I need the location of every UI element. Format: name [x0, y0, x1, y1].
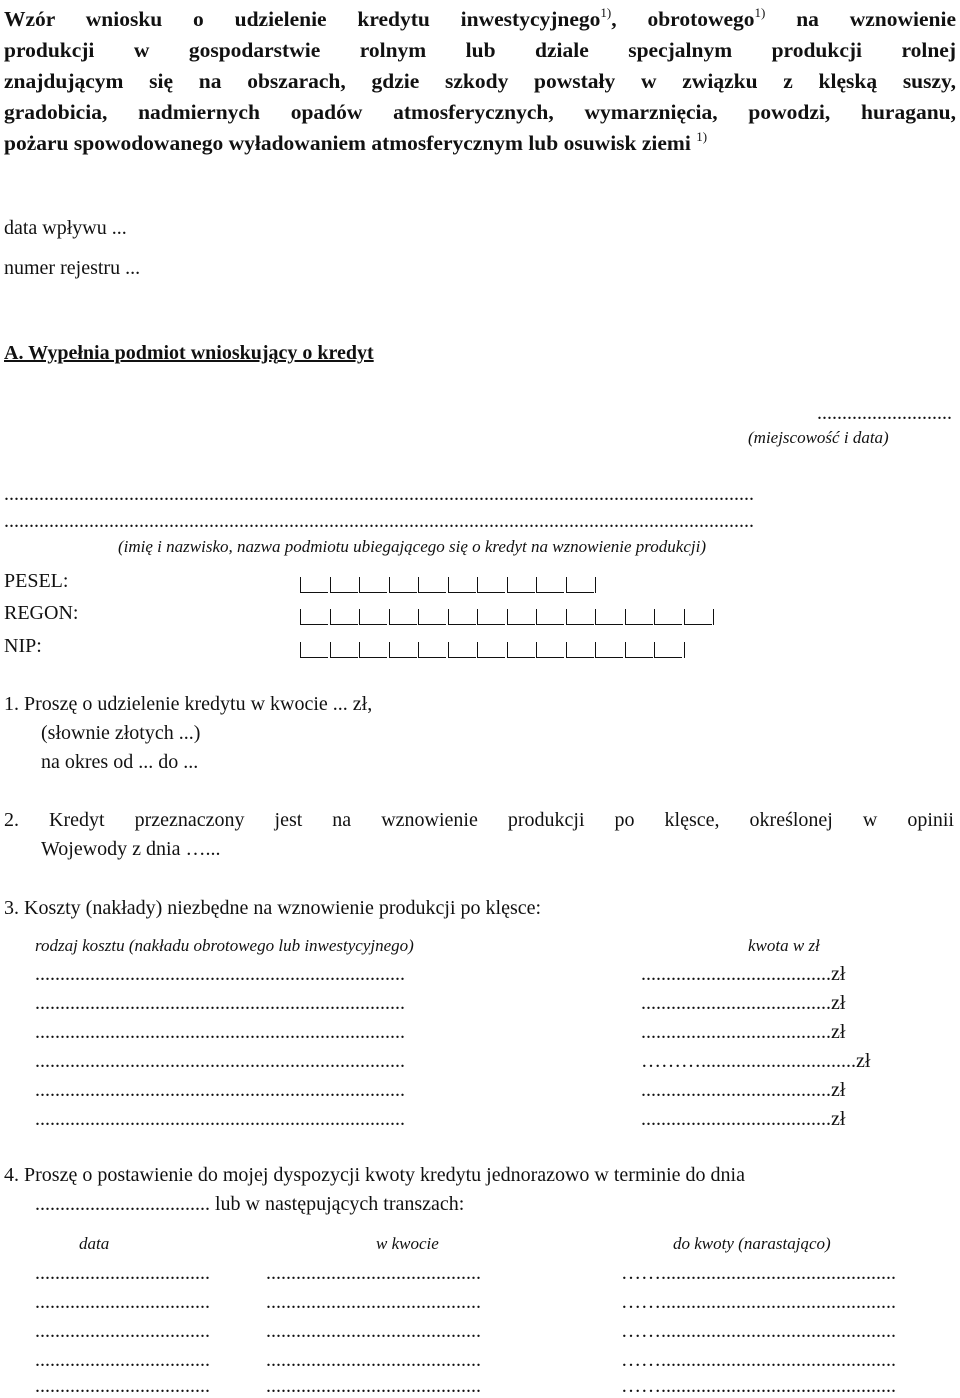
voivode-opinion-date-line[interactable]: Wojewody z dnia …...: [41, 838, 221, 860]
footnote-mark: 1): [754, 5, 766, 20]
tranche-row-cumulative[interactable]: ……...............................................: [621, 1262, 896, 1284]
tranche-row-date[interactable]: ...................................: [35, 1349, 210, 1371]
loan-purpose-line: 2. Kredyt przeznaczony jest na wznowienie produkcji po klęsce, określonej w opinii: [4, 809, 954, 831]
cost-row-left[interactable]: ..........................................................................: [35, 1079, 405, 1101]
footnote-mark: 1): [696, 129, 708, 144]
tranche-row-amount[interactable]: ...........................................: [266, 1320, 481, 1342]
tranche-row-date[interactable]: ...................................: [35, 1375, 210, 1397]
regon-label: REGON:: [4, 602, 79, 624]
tranche-row-date[interactable]: ...................................: [35, 1262, 210, 1284]
title-line-4: gradobicia, nadmiernych opadów atmosferycznych, wymarznięcia, powodzi, huraganu,: [4, 100, 956, 124]
cost-row-right[interactable]: ......................................zł: [641, 992, 846, 1014]
form-title: [4, 4, 956, 159]
tranche-row-date[interactable]: ...................................: [35, 1320, 210, 1342]
title-line-3: znajdującym się na obszarach, gdzie szkody powstały w związku z klęską suszy,: [4, 69, 956, 93]
cost-amount-header: kwota w zł: [748, 936, 820, 955]
cost-row-left[interactable]: ..........................................................................: [35, 1050, 405, 1072]
disbursement-heading: 4. Proszę o postawienie do mojej dyspozycji kwoty kredytu jednorazowo w terminie do dnia: [4, 1164, 745, 1186]
regon-cells[interactable]: [300, 609, 719, 625]
tranche-amount-header: w kwocie: [376, 1234, 439, 1253]
tranche-row-cumulative[interactable]: ……...............................................: [621, 1320, 896, 1342]
cost-row-right[interactable]: ......................................zł: [641, 1021, 846, 1043]
tranche-row-amount[interactable]: ...........................................: [266, 1375, 481, 1397]
cost-row-left[interactable]: ..........................................................................: [35, 963, 405, 985]
pesel-cells[interactable]: [300, 577, 601, 593]
cost-row-right[interactable]: ......................................zł: [641, 963, 846, 985]
costs-heading: 3. Koszty (nakłady) niezbędne na wznowienie produkcji po klęsce:: [4, 897, 542, 919]
tranche-row-cumulative[interactable]: ……...............................................: [621, 1291, 896, 1313]
cost-row-left[interactable]: ..........................................................................: [35, 1021, 405, 1043]
nip-cells[interactable]: [300, 642, 689, 658]
place-date-field[interactable]: ...........................: [817, 402, 952, 424]
tranche-row-amount[interactable]: ...........................................: [266, 1291, 481, 1313]
applicant-name-line-1[interactable]: ......................................................................................................................................................: [4, 483, 754, 505]
applicant-name-line-2[interactable]: ......................................................................................................................................................: [4, 510, 754, 532]
tranche-row-amount[interactable]: ...........................................: [266, 1262, 481, 1284]
register-number-field[interactable]: numer rejestru ...: [4, 257, 141, 279]
date-received-field[interactable]: data wpływu ...: [4, 217, 127, 239]
cost-row-right[interactable]: ......................................zł: [641, 1079, 846, 1101]
footnote-mark: 1): [600, 5, 612, 20]
section-a-heading: A. Wypełnia podmiot wnioskujący o kredyt: [4, 342, 374, 364]
loan-amount-line[interactable]: 1. Proszę o udzielenie kredytu w kwocie ... zł,: [4, 693, 373, 715]
tranche-row-cumulative[interactable]: ……...............................................: [621, 1349, 896, 1371]
tranche-date-header: data: [79, 1234, 110, 1253]
loan-period-line[interactable]: na okres od ... do ...: [41, 751, 199, 773]
title-line-2: produkcji w gospodarstwie rolnym lub dziale specjalnym produkcji rolnej: [4, 38, 956, 62]
applicant-name-caption: (imię i nazwisko, nazwa podmiotu ubiegającego się o kredyt na wznowienie produkcji): [118, 537, 706, 556]
tranche-row-amount[interactable]: ...........................................: [266, 1349, 481, 1371]
title-line-5: pożaru spowodowanego wyładowaniem atmosferycznym lub osuwisk ziemi $^{1)}$: [4, 129, 708, 155]
title-line-1: Wzór wniosku o udzielenie kredytu inwestycyjnego$^{1)}$, obrotowego$^{1)}$ na wznowienie: [4, 5, 957, 31]
tranche-cumulative-header: do kwoty (narastająco): [673, 1234, 831, 1253]
place-date-caption: (miejscowość i data): [748, 428, 889, 447]
pesel-label: PESEL:: [4, 570, 69, 592]
disbursement-date-line[interactable]: ................................... lub w następujących transzach:: [35, 1193, 465, 1215]
nip-label: NIP:: [4, 635, 42, 657]
cost-row-right[interactable]: ………...............................zł: [641, 1050, 871, 1072]
loan-amount-words-line[interactable]: (słownie złotych ...): [41, 722, 201, 744]
tranche-row-cumulative[interactable]: ……...............................................: [621, 1375, 896, 1397]
tranche-row-date[interactable]: ...................................: [35, 1291, 210, 1313]
cost-row-right[interactable]: ......................................zł: [641, 1108, 846, 1130]
cost-row-left[interactable]: ..........................................................................: [35, 1108, 405, 1130]
cost-type-header: rodzaj kosztu (nakładu obrotowego lub inwestycyjnego): [35, 936, 414, 955]
cost-row-left[interactable]: ..........................................................................: [35, 992, 405, 1014]
